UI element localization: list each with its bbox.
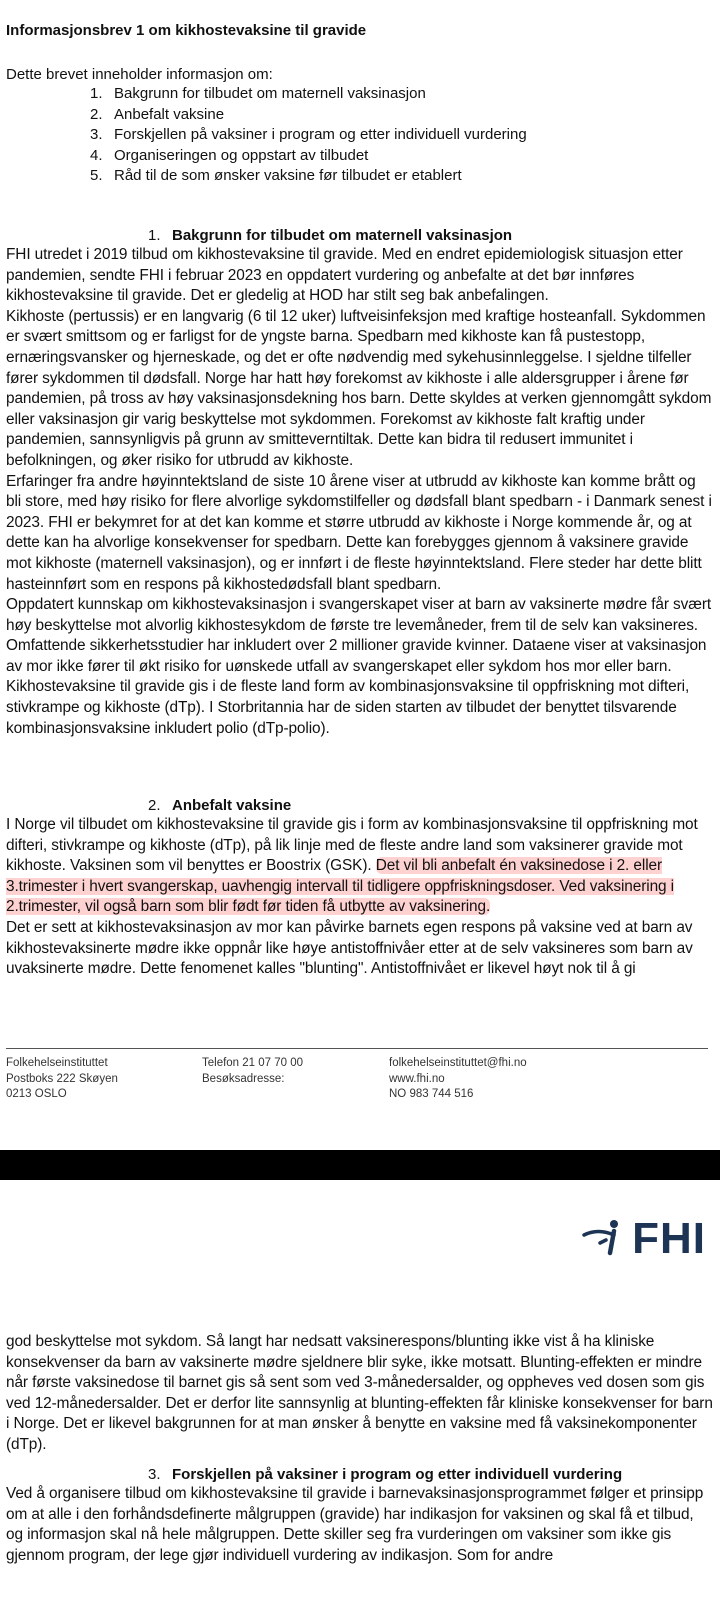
paragraph: Det er sett at kikhostevaksinasjon av mor kan påvirke barnets egen respons på vaksine ved at barn av kikhostevaksinerte mødre ikke oppnår like høye antistoffnivåer etter at de selv vaksineres som barn av uvaksinerte mødre. Dette fenomenet kalles "blunting". Antistoffnivået er likevel høyt nok til å gi <box>6 918 693 978</box>
paragraph: I Norge vil tilbudet om kikhostevaksine til gravide gis i form av kombinasjonsvaksine til oppfriskning mot difteri, stivkrampe og kikhoste (dTp), på lik linje med de fleste andre land som vaksinerer gravide mot kikhoste. Vaksinen som vil benyttes er Boostrix (GSK). Det vil bli anbefalt én vaksinedose i 2. eller 3.trimester i hvert svangerskap, uavhengig intervall til tidligere oppfriskningsdoser. Ved vaksinering i 2.trimester, vil også barn som blir født før tiden få utbytte av vaksinering. <box>6 816 698 916</box>
toc-item: 4. Organiseringen og oppstart av tilbudet <box>90 146 369 164</box>
paragraph: Kikhostevaksine til gravide gis i de fleste land form av kombinasjonsvaksine til oppfriskning mot difteri, stivkrampe og kikhoste (dTp). I Storbritannia har de siden starten av tilbudet der benyttet tilsvarende kombinasjonsvaksine inkludert polio (dTp-polio). <box>6 678 690 737</box>
letter-page-2 <box>0 1180 720 1600</box>
footer-address: Folkehelseinstituttet Postboks 222 Skøyen 0213 OSLO <box>6 1057 118 1100</box>
footer-divider <box>6 1048 708 1049</box>
section-3-body <box>6 1484 714 1566</box>
table-of-contents <box>90 84 527 187</box>
document-title: Informasjonsbrev 1 om kikhostevaksine til gravide <box>6 22 367 39</box>
fhi-logo <box>580 1214 706 1264</box>
logo-text: FHI <box>632 1214 706 1263</box>
section-2-body <box>6 815 714 980</box>
paragraph: Ved å organisere tilbud om kikhostevaksine til gravide i barnevaksinasjonsprogrammet følger et prinsipp om at alle i den forhåndsdefinerte målgruppen (gravide) har indikasjon for vaksinen og skal få et tilbud, og informasjon skal nå hele målgruppen. Dette skiller seg fra vurderingen om vaksiner som ikke gis gjennom program, der lege gjør individuell vurdering av indikasjon. Som for andre <box>6 1485 704 1564</box>
section-2-heading: 2. Anbefalt vaksine <box>148 797 292 814</box>
paragraph: god beskyttelse mot sykdom. Så langt har nedsatt vaksinerespons/blunting ikke vist å ha kliniske konsekvenser da barn av vaksinerte mødre sjeldnere blir syke, ikke motsatt. Blunting-effekten er mindre når første vaksinedose til barnet gis så sent som ved 3-månedersalder, og oppheves ved dosen som gis ved 12-månedersalder. Det er derfor lite sannsynlig at blunting-effekten får kliniske konsekvenser for barn i Norge. Det er likevel bakgrunnen for at man ønsker å benytte en vaksine med få vaksinekomponenter (dTp). <box>6 1333 713 1453</box>
footer-web: folkehelseinstituttet@fhi.no www.fhi.no NO 983 744 516 <box>389 1057 527 1100</box>
page-separator <box>0 1150 720 1180</box>
toc-item: 5. Råd til de som ønsker vaksine før tilbudet er etablert <box>90 167 462 184</box>
toc-item: 1. Bakgrunn for tilbudet om maternell vaksinasjon <box>90 85 426 102</box>
paragraph: Kikhoste (pertussis) er en langvarig (6 til 12 uker) luftveisinfeksjon med kraftige hosteanfall. Sykdommen er svært smittsom og er farligst for de yngste barna. Spedbarn med kikhoste kan få pustestopp, ernæringsvansker og hjerneskade, og det er ofte nødvendig med sykehusinnleggelse. I sjeldne tilfeller fører sykdommen til dødsfall. Norge har hatt høy forekomst av kikhoste i alle aldersgrupper i årene før pandemien, på tross av høy vaksinasjonsdekning hos barn. Dette skyldes at verken gjennomgått sykdom eller vaksinasjon gir varig beskyttelse mot sykdommen. Forekomst av kikhoste falt kraftig under pandemien, sannsynligvis på grunn av smitteverntiltak. Dette kan bidra til redusert immunitet i befolkningen, og øker risiko for utbrudd av kikhoste. <box>6 307 712 469</box>
intro-text: Dette brevet inneholder informasjon om: <box>6 66 273 83</box>
section-1-body <box>6 245 714 739</box>
footer-contact: Telefon 21 07 70 00 Besøksadresse: <box>202 1057 304 1085</box>
toc-item: 3. Forskjellen på vaksiner i program og etter individuell vurdering <box>90 126 527 143</box>
section-1-heading: 1. Bakgrunn for tilbudet om maternell vaksinasjon <box>148 227 513 244</box>
fhi-logo-icon <box>580 1217 630 1261</box>
paragraph: Erfaringer fra andre høyinntektsland de siste 10 årene viser at utbrudd av kikhoste kan komme brått og bli store, med høy risiko for flere alvorlige sykdomstilfeller og dødsfall blant spedbarn - i Danmark senest i 2023. FHI er bekymret for at det kan komme et større utbrudd av kikhoste i Norge kommende år, og at dette kan ha alvorlige konsekvenser for spedbarn. Dette kan forebygges gjennom å vaksinere gravide mot kikhoste (maternell vaksinasjon), og er innført i de fleste høyinntektsland. Flere steder har dette blitt hasteinnført som en respons på kikhostedødsfall blant spedbarn. <box>6 472 712 593</box>
paragraph: Oppdatert kunnskap om kikhostevaksinasjon i svangerskapet viser at barn av vaksinerte mødre får svært høy beskyttelse mot alvorlig kikhostesykdom de første tre levemåneder, frem til de selv kan vaksineres. Omfattende sikkerhetsstudier har inkludert over 2 millioner gravide kvinner. Dataene viser at vaksinasjon av mor ikke fører til økt risiko for uønskede utfall av svangerskapet eller sykdom hos mor eller barn. <box>6 596 712 675</box>
section-3-heading: 3. Forskjellen på vaksiner i program og etter individuell vurdering <box>148 1466 623 1483</box>
paragraph: FHI utredet i 2019 tilbud om kikhostevaksine til gravide. Med en endret epidemiologisk situasjon etter pandemien, sendte FHI i februar 2023 en oppdatert vurdering og anbefalte at det bør innføres kikhostevaksine til gravide. Det er gledelig at HOD har stilt seg bak anbefalingen. <box>6 246 683 305</box>
highlighted-text: Det vil bli anbefalt én vaksinedose i 2. eller 3.trimester i hvert svangerskap, uavhengig intervall til tidligere oppfriskningsdoser. Ved vaksinering i 2.trimester, vil også barn som blir født før tiden få utbytte av vaksinering. <box>6 857 674 916</box>
page-2-body <box>6 1332 714 1456</box>
toc-item: 2. Anbefalt vaksine <box>90 105 225 123</box>
